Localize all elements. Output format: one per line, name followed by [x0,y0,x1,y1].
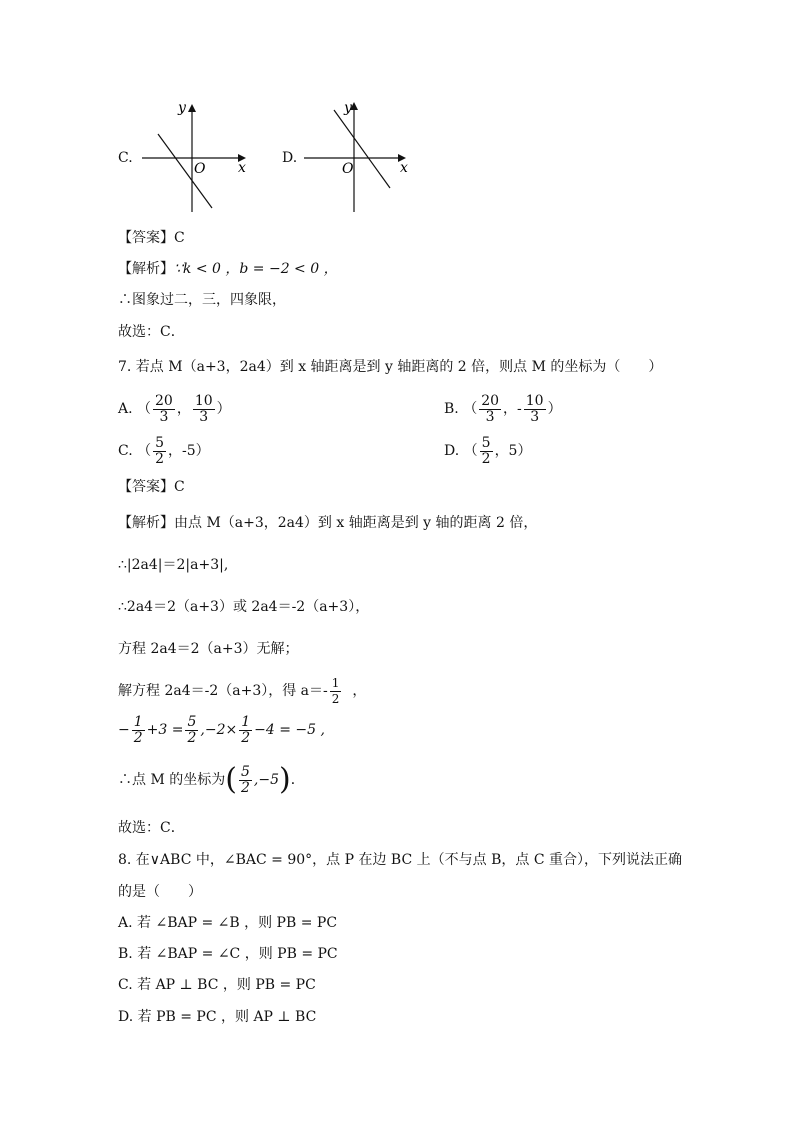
numerator: 5 [240,763,250,780]
paren: （ [463,401,478,417]
step-text: ∴点 M 的坐标为 [118,772,226,788]
denominator: 3 [530,408,540,425]
y-axis-arrow-icon [188,104,196,112]
denominator: 2 [481,450,491,467]
y-axis-label: y [178,100,186,116]
q7-step-4 [118,674,366,708]
graph-c [138,98,258,216]
denominator: 2 [331,691,340,706]
fraction [479,394,501,425]
paren: （ [137,443,152,459]
denominator: 2 [240,779,250,796]
analysis-label: 【解析】 [118,515,174,531]
numerator: 1 [133,713,143,730]
q7-conclusion: 故选：C． [118,820,185,836]
math-text: +3 = [146,722,184,738]
graph-d-label: D. [282,150,298,166]
numerator: 1 [331,675,340,690]
q8-stem-line-1: 8. 在∨ABC 中，∠BAC = 90°，点 P 在边 BC 上（不与点 B，点 C 重合），下列说法正确 [118,852,682,868]
q7-option-b [444,390,562,428]
analysis-label: 【解析】 [118,261,174,277]
x-axis-label: x [238,160,246,176]
math-text: −4 = −5 , [254,722,325,738]
option-rest: ，-5） [168,443,210,459]
separator: ， [176,401,191,417]
paren: ） [547,401,562,417]
q7-option-d [444,432,531,470]
numerator: 10 [525,392,544,409]
option-letter: A. [118,401,133,417]
q8-option-d: D. 若 PB = PC ，则 AP ⊥ BC [118,1009,317,1025]
denominator: 2 [133,729,143,746]
q7-step-6 [118,760,305,800]
fraction [185,715,198,746]
q7-option-a [118,390,231,428]
q7-answer: 【答案】C [118,479,185,495]
y-axis-label: y [344,100,352,116]
fraction [330,676,342,707]
paren: ） [216,401,231,417]
denominator: 2 [241,729,251,746]
denominator: 3 [159,408,169,425]
fraction [153,394,175,425]
separator: ，- [503,401,522,417]
denominator: 3 [485,408,495,425]
q6-answer: 【答案】C [118,230,185,246]
q8-option-b: B. 若 ∠BAP = ∠C ，则 PB = PC [118,946,338,962]
fraction [239,765,252,796]
numerator: 20 [481,392,500,409]
paren: （ [463,443,478,459]
option-letter: C. [118,443,133,459]
analysis-text: 由点 M（a+3，2a4）到 x 轴距离是到 y 轴的距离 2 倍， [174,515,538,531]
q7-stem: 7. 若点 M（a+3，2a4）到 x 轴距离是到 y 轴距离的 2 倍，则点 M 的坐标为（ ） [118,359,663,375]
q6-analysis [118,259,338,279]
denominator: 3 [199,408,209,425]
fraction [239,715,252,746]
origin-label: O [342,161,354,177]
q7-step-1: ∴|2a4|＝2|a+3|, [118,557,229,573]
fraction [153,436,166,467]
fraction [480,436,493,467]
origin-label: O [194,161,206,177]
q6-step: ∴图象过二，三，四象限， [118,292,286,308]
fraction [524,394,546,425]
q7-step-2: ∴2a4＝2（a+3）或 2a4＝-2（a+3）， [118,599,370,615]
x-axis-label: x [400,160,408,176]
graph-d [300,98,420,216]
step-text: 解方程 2a4＝-2（a+3），得 a＝- [118,683,328,699]
math-text: ,−2× [200,722,238,738]
math-text: ,−5 [253,772,279,788]
numerator: 5 [155,434,165,451]
fraction [132,715,145,746]
analysis-text: ∵k < 0 ，b = −2 < 0 ， [174,261,338,277]
step-text: ． [290,772,305,788]
q6-conclusion: 故选：C． [118,324,185,340]
denominator: 2 [155,450,165,467]
paren: （ [137,401,152,417]
q7-step-5 [118,712,325,748]
option-letter: D. [444,443,460,459]
q8-option-c: C. 若 AP ⊥ BC ，则 PB = PC [118,977,316,993]
numerator: 1 [241,713,251,730]
q8-option-a: A. 若 ∠BAP = ∠B ，则 PB = PC [118,915,338,931]
q8-stem-line-2: 的是（ ） [118,884,202,900]
q7-analysis [118,513,537,533]
graph-c-label: C. [118,150,133,166]
right-paren: ) [278,762,291,797]
numerator: 5 [481,434,491,451]
option-rest: ，5） [494,443,532,459]
fraction [193,394,215,425]
q7-option-c [118,432,210,470]
numerator: 10 [194,392,213,409]
option-letter: B. [444,401,459,417]
math-text: − [118,722,130,738]
q7-step-3: 方程 2a4＝2（a+3）无解； [118,641,299,657]
numerator: 5 [187,713,197,730]
numerator: 20 [155,392,173,409]
step-text: ， [352,683,367,699]
left-paren: ( [225,762,237,797]
denominator: 2 [187,729,197,746]
